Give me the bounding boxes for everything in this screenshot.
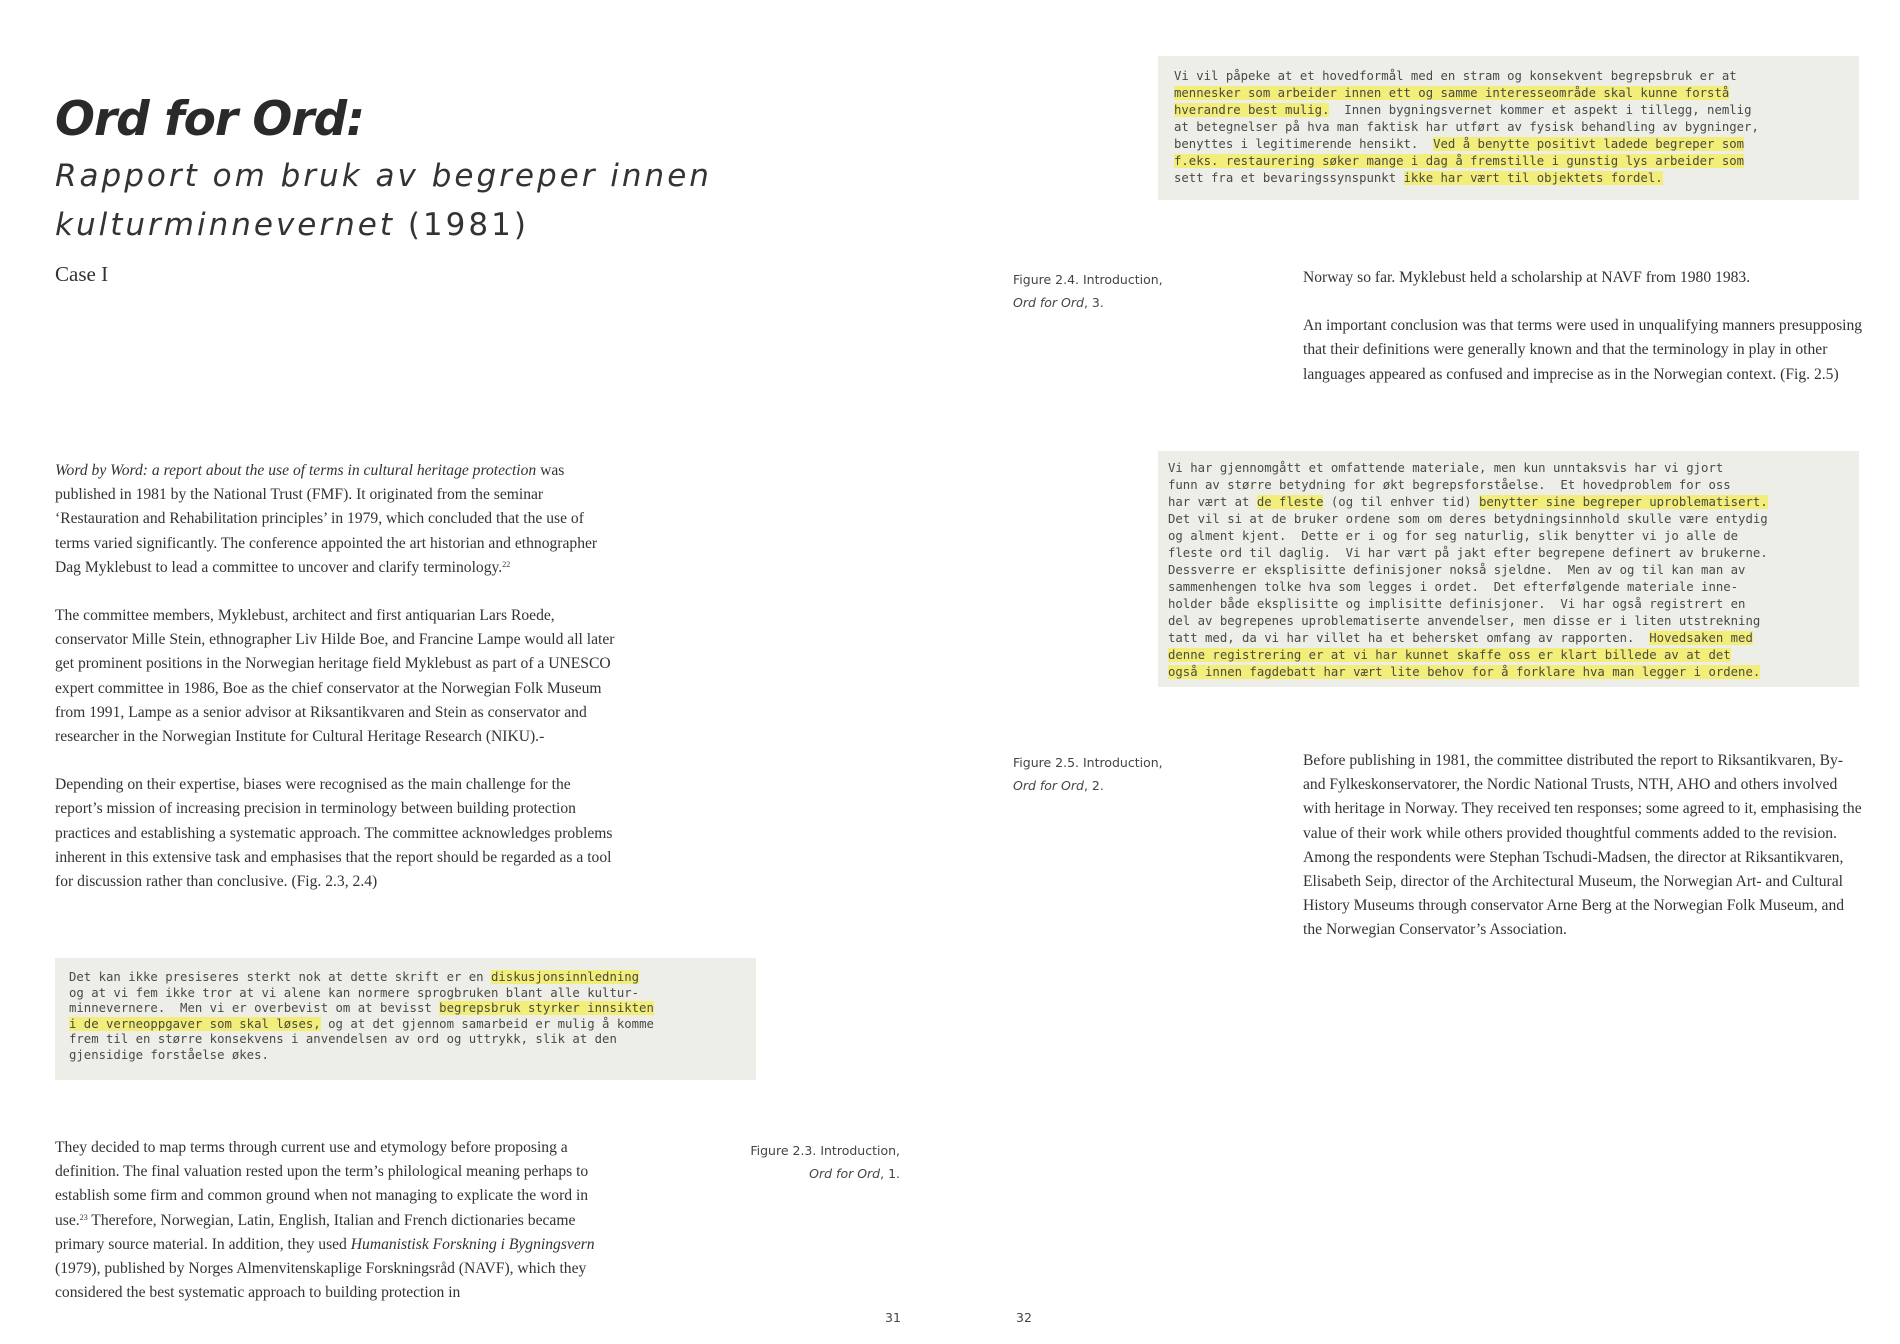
- right-paragraph-1: Norway so far. Myklebust held a scholarship at NAVF from 1980 1983.: [1303, 269, 1751, 286]
- scan-excerpt-fig-2-3: Det kan ikke presiseres sterkt nok at dette skrift er en diskusjonsinnledning og at vi fem ikke tror at vi alene kan normere sprogbruken blant alle kultur- minnevernere. Men vi er overbevist om at bevisst begrepsbruk styrker innsikten i de verneoppgaver som skal løses, og at det gjennom samarbeid er mulig å komme frem til en større konsekvens i anvendelsen av ord og uttrykk, slik at den gjensidige forståelse økes.: [55, 958, 756, 1080]
- left-paragraph-2: The committee members, Myklebust, architect and first antiquarian Lars Roede, conservator Mille Stein, ethnographer Liv Hilde Boe, and Francine Lampe would all later get prominent positions in the Norwegian heritage field Myklebust as part of a UNESCO expert committee in 1986, Boe as the chief conservator at the Norwegian Folk Museum from 1991, Lampe as a senior advisor at Riksantikvaren and Stein as conservator and researcher in the Norwegian Institute for Cultural Heritage Research (NIKU).-: [55, 607, 615, 746]
- caption-fig-2-3: [700, 1139, 900, 1185]
- caption-fig-2-5: [1013, 751, 1213, 797]
- right-body-lower: [1303, 749, 1863, 967]
- footnote-23: 23: [79, 1212, 88, 1222]
- caption-text: , 1.: [880, 1166, 900, 1181]
- left-body-upper: [55, 459, 615, 918]
- highlight-mark: også innen fagdebatt har vært lite behov for å forklare hva man legger i ordene.: [1168, 665, 1761, 679]
- subtitle-year: (1981): [394, 207, 529, 243]
- highlight-mark: benytter sine begreper uproblematisert.: [1478, 495, 1768, 509]
- left-paragraph-4: [55, 1136, 615, 1305]
- caption-line: [700, 1162, 900, 1185]
- paragraph-text: (1979), published by Norges Almenvitenskaplige Forskningsråd (NAVF), which they considered the best systematic approach to building protection in: [55, 1260, 587, 1302]
- highlight-mark: begrepsbruk styrker innsikten: [439, 1001, 654, 1016]
- case-label: Case I: [55, 262, 109, 286]
- paragraph-text: Therefore, Norwegian, Latin, English, Italian and French dictionaries became primary source material. In addition, they used: [55, 1211, 576, 1253]
- caption-line: Figure 2.5. Introduction,: [1013, 755, 1163, 770]
- caption-text: , 2.: [1083, 778, 1104, 793]
- highlight-mark: diskusjonsinnledning: [491, 970, 640, 984]
- left-body-lower: [55, 1136, 615, 1329]
- highlight-mark: Hovedsaken med: [1649, 631, 1753, 645]
- caption-fig-2-4: [1013, 268, 1213, 314]
- page-title: Ord for Ord:: [55, 92, 364, 147]
- page-number-left: 31: [885, 1310, 901, 1325]
- caption-line: Figure 2.4. Introduction,: [1013, 272, 1163, 287]
- caption-line: [1013, 291, 1213, 314]
- book-title-italic: Humanistisk Forskning i Bygningsvern: [350, 1235, 595, 1253]
- highlight-mark: de fleste: [1256, 495, 1324, 509]
- highlight-mark: ikke har vært til objektets fordel.: [1403, 171, 1663, 185]
- scan-excerpt-fig-2-4: Vi vil påpeke at et hovedformål med en stram og konsekvent begrepsbruk er at mennesker som arbeider innen ett og samme interesseområde skal kunne forstå hverandre best mulig. Innen bygningsvernet kommer et aspekt i tillegg, nemlig at betegnelser på hva man faktisk har utført av fysisk behandling av bygninger, benyttes i legitimerende hensikt. Ved å benytte positivt ladede begreper som f.eks. restaurering søker mange i dag å fremstille i gunstig lys arbeider som sett fra et bevaringssynspunkt ikke har vært til objektets fordel.: [1158, 56, 1859, 200]
- caption-text: , 3.: [1083, 295, 1104, 310]
- highlight-mark: hverandre best mulig.: [1174, 103, 1330, 117]
- highlight-mark: denne registrering er at vi har kunnet skaffe oss er klart billede av at det: [1168, 648, 1731, 662]
- page-subtitle: [55, 152, 755, 250]
- right-paragraph-3: Before publishing in 1981, the committee distributed the report to Riksantikvaren, By- and Fylkeskonservatorer, the Nordic National Trusts, NTH, AHO and others involved with heritage in Norway. They received ten responses; some agreed to it, emphasising the value of their work while others provided thoughtful comments added to the revision. Among the respondents were Stephan Tschudi-Madsen, the director at Riksantikvaren, Elisabeth Seip, director of the Architectural Museum, the Norwegian Art- and Cultural History Museums through conservator Arne Berg at the Norwegian Folk Museum, and the Norwegian Conservator’s Association.: [1303, 752, 1862, 939]
- highlight-mark: i de verneoppgaver som skal løses,: [69, 1016, 321, 1031]
- highlight-mark: Ved å benytte positivt ladede begreper som: [1433, 137, 1745, 151]
- caption-italic: Ord for Ord: [1013, 778, 1084, 793]
- left-paragraph-3: Depending on their expertise, biases were recognised as the main challenge for the report’s mission of increasing precision in terminology between building protection practices and establishing a systematic approach. The committee acknowledges problems inherent in this extensive task and emphasises that the report should be regarded as a tool for discussion rather than conclusive. (Fig. 2.3, 2.4): [55, 776, 613, 891]
- scan-excerpt-fig-2-5: Vi har gjennomgått et omfattende materiale, men kun unntaksvis har vi gjort funn av større betydning for økt begrepsforståelse. Et hovedproblem for oss har vært at de fleste (og til enhver tid) benytter sine begreper uproblematisert. Det vil si at de bruker ordene som om deres betydningsinnhold skulle være entydig og alment kjent. Dette er i og for seg naturlig, slik benytter vi jo alle de fleste ord til daglig. Vi har vært på jakt efter begrepene definert av brukerne. Dessverre er eksplisitte definisjoner nokså sjeldne. Men av og til kan man av sammenhengen tolke hva som legges i ordet. Det efterfølgende materiale inne- holder både eksplisitte og implisitte definisjoner. Vi har også registrert en del av begrepenes uproblematiserte anvendelser, men disse er i liten utstrekning tatt med, da vi har villet ha et behersket omfang av rapporten. Hovedsaken med denne registrering er at vi har kunnet skaffe oss er klart billede av at det også innen fagdebatt har vært lite behov for å forklare hva man legger i ordene.: [1158, 451, 1859, 687]
- subtitle-italic: Rapport om bruk av begreper innen kulturminnevernet: [55, 158, 712, 243]
- highlight-mark: mennesker som arbeider innen ett og samme interesseområde skal kunne forstå: [1174, 86, 1730, 100]
- left-paragraph-1: [55, 459, 615, 580]
- footnote-22: 22: [502, 559, 511, 569]
- highlight-mark: f.eks. restaurering søker mange i dag å fremstille i gunstig lys arbeider som: [1174, 154, 1745, 168]
- report-title-italic: Word by Word: a report about the use of terms in cultural heritage protection: [55, 462, 537, 479]
- caption-line: [1013, 774, 1213, 797]
- page-number-right: 32: [1016, 1310, 1032, 1325]
- paragraph-text: They decided to map terms through current use and etymology before proposing a definition. The final valuation rested upon the term’s philological meaning perhaps to establish some firm and common ground when not managing to explicate the word in use.: [55, 1139, 589, 1229]
- right-body-upper: [1303, 266, 1863, 411]
- right-paragraph-2: An important conclusion was that terms were used in unqualifying manners presupposing that their definitions were generally known and that the terminology in play in other languages appeared as confused and imprecise as in the Norwegian context. (Fig. 2.5): [1303, 317, 1863, 383]
- caption-italic: Ord for Ord: [1013, 295, 1084, 310]
- caption-line: Figure 2.3. Introduction,: [750, 1143, 900, 1158]
- paragraph-text: was published in 1981 by the National Trust (FMF). It originated from the seminar ‘Restauration and Rehabilitation principles’ in 1979, which concluded that the use of terms varied significantly. The conference appointed the art historian and ethnographer Dag Myklebust to lead a committee to uncover and clarify terminology.: [55, 462, 598, 576]
- caption-italic: Ord for Ord: [809, 1166, 881, 1181]
